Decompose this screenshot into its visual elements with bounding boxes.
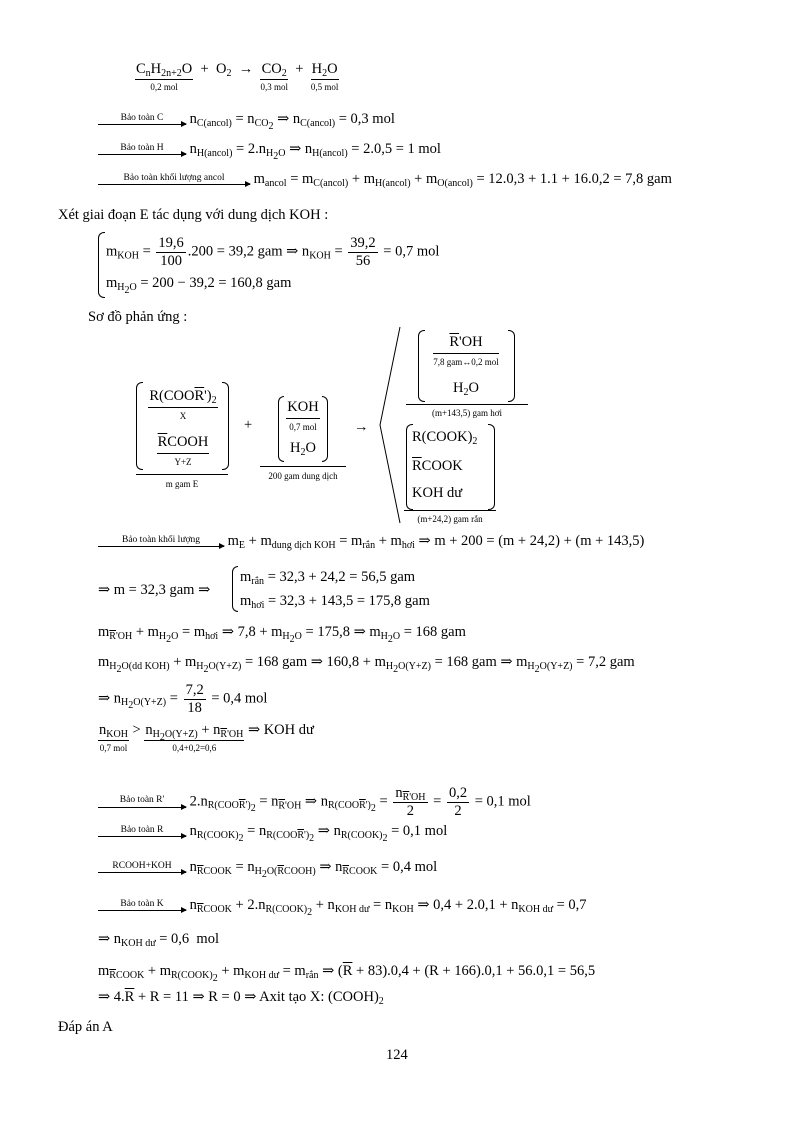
eq-mass-ancol: Bảo toàn khối lượng ancol $m_{ancol} = m_{C(ancol)} + m_{H(ancol)} + m_{O(ancol)} = 12.0,3 + 1.1 + 16.0,2 = 7,8$ gam — [98, 172, 672, 187]
eq-water-mass: $m_{H_2O} = 200 - 39,2 = 160,8$ gam — [106, 275, 292, 296]
product-bracket — [378, 325, 402, 525]
eq-water-split: $m_{H_2O(dd KOH)} + m_{H_2O(Y+Z)} = 168$ gam ⇒ $160,8 + m_{H_2O(Y+Z)} = 168$ gam ⇒ $m_{H_2O(Y+Z)} = 7,2$ gam — [98, 654, 635, 675]
left-brace — [98, 232, 105, 298]
eq-koh-remaining: ⇒ $n_{KOH dư} = 0,6$ mol — [98, 931, 219, 949]
eq-potassium: Bảo toàn K $n_{\overline{R}COOK} + 2.n_{R(COOK)_2} + n_{KOH dư} = n_{KOH}$ ⇒ $0,4 + 2.0,1 + n_{KOH dư} = 0,7$ — [98, 898, 587, 913]
eq-r: Bảo toàn R $n_{R(COOK)_2} = n_{R(COO\overline{R}')_2}$ ⇒ $n_{R(COOK)_2} = 0,1$ mol — [98, 824, 447, 839]
eq-hydrogen: Bảo toàn H $n_{H(ancol)} = 2.n_{H_2O}$ ⇒ $n_{H(ancol)} = 2.0,5 = 1$ mol — [98, 142, 441, 157]
scheme-title: Sơ đồ phản ứng : — [88, 309, 188, 325]
eq-koh-mass: $m_{KOH}$ = $\frac{19,6}{100}$ .200 = 39,2 gam ⇒ $n_{KOH}$ = $\frac{39,2}{56}$ = 0,7 mol — [106, 235, 440, 269]
eq-m-value: ⇒ m = 32,3 gam ⇒ — [98, 582, 211, 598]
eq-carbon: Bảo toàn C $n_{C(ancol)} = n_{CO_2}$ ⇒ $n_{C(ancol)} = 0,3$ mol — [98, 112, 395, 127]
section-title: Xét giai đoạn E tác dụng với dung dịch KOH : — [58, 207, 329, 223]
page-number: 124 — [386, 1047, 408, 1063]
eq-r-prime: Bảo toàn R' $2.n_{R(COO\overline{R}')_2} = n_{\overline{R}'OH}$ ⇒ $n_{R(COO\overline{R}')_2}$ = $\frac{n_{\overline{R}'OH}}{2}$ = $\frac{0,2}{2}$ = 0,1 mol — [98, 786, 531, 818]
eq-gas-water: $m_{\overline{R}'OH} + m_{H_2O} = m_{hơi}$ ⇒ $7,8 + m_{H_2O} = 175,8$ ⇒ $m_{H_2O} = 168$ gam — [98, 624, 466, 645]
eq-m-solid: $m_{rắn} = 32,3 + 24,2 = 56,5$ gam — [240, 569, 416, 587]
eq-rcooh: RCOOH+KOH $n_{\overline{R}COOK} = n_{H_2O(\overline{R}COOH)}$ ⇒ $n_{\overline{R}COOK} = 0,4$ mol — [98, 860, 437, 875]
eq-m-gas: $m_{hơi} = 32,3 + 143,5 = 175,8$ gam — [240, 593, 430, 611]
eq-solid-mass: $m_{\overline{R}COOK} + m_{R(COOK)_2} + m_{KOH dư} = m_{rắn}$ ⇒ $(\overline{R} + 83).0,4 + (R + 166).0,1 + 56.0,1 = 56,5$ — [98, 963, 596, 984]
eq-conclusion: ⇒ $4.\overline{R} + R = 11$ ⇒ R = 0 ⇒ Axit tạo X: $(COOH)_2$ — [98, 989, 384, 1007]
answer: Đáp án A — [58, 1019, 113, 1035]
eq-koh-excess: $n_{KOH}$ 0,7 mol > $n_{H_2O(Y+Z)} + n_{\overline{R}'OH}$ 0,4+0,2=0,6 ⇒ KOH dư — [99, 722, 314, 753]
eq-water-mol: ⇒ $n_{H_2O(Y+Z)}$ = $\frac{7,2}{18}$ = 0,4 mol — [98, 682, 268, 716]
combustion-equation: $C_nH_{2n+2}O$ 0,2 mol + $O_2$ → $CO_2$ 0,3 mol + $H_2O$ 0,5 mol — [136, 61, 339, 92]
eq-mass-balance: Bảo toàn khối lượng $m_E + m_{dung dịch KOH} = m_{rắn} + m_{hơi}$ ⇒ m + 200 = (m + 24,2) + (m + 143,5) — [98, 534, 644, 549]
